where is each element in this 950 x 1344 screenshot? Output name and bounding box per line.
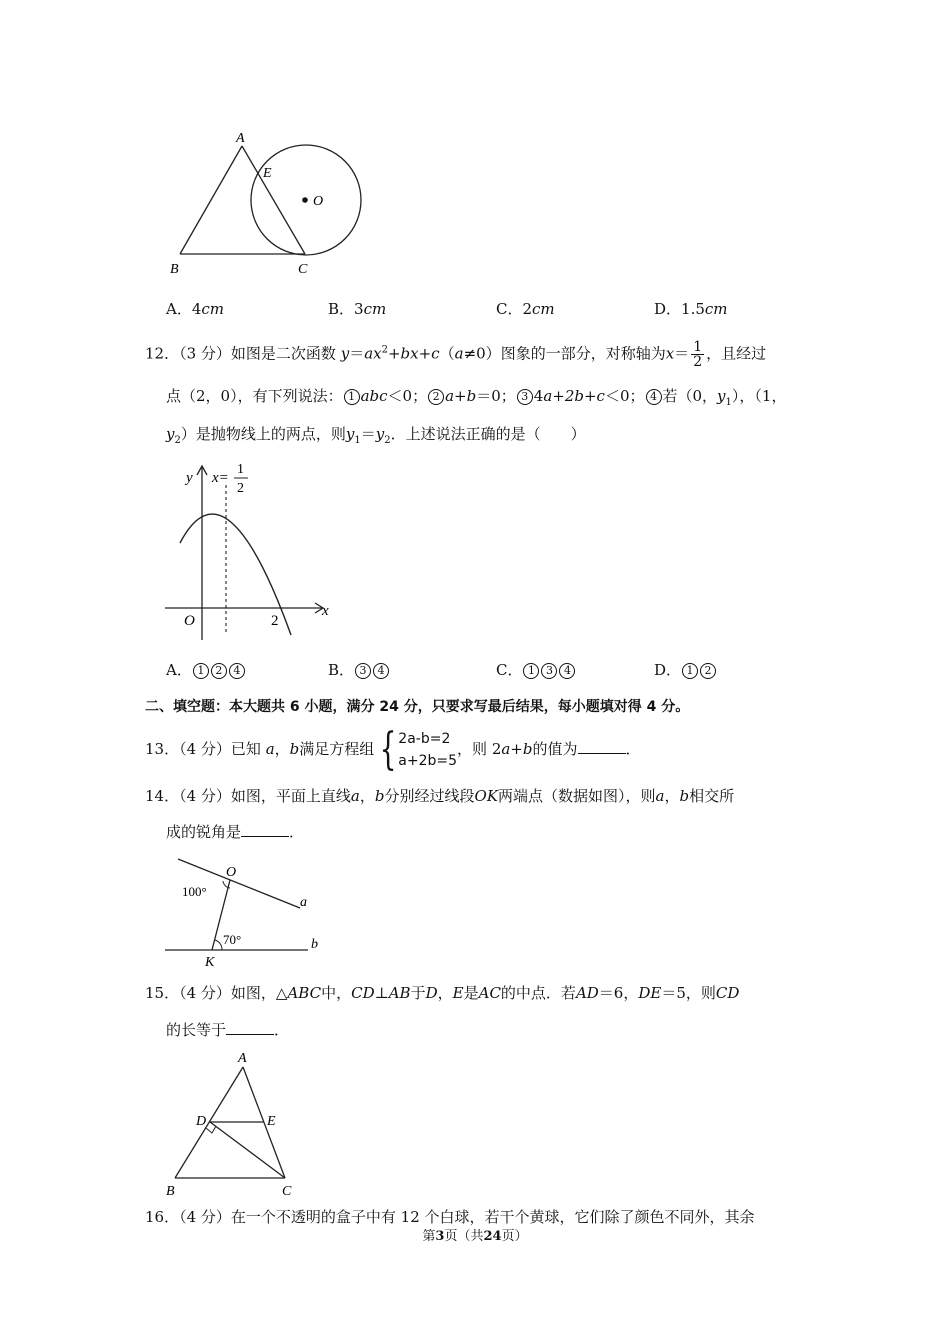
q15-label-a: A: [238, 1051, 247, 1066]
q12-label-y: y: [186, 470, 193, 486]
q13-equation-system: { 2a-b=2 a+2b=5: [379, 724, 458, 775]
q15-line2: 的长等于 ．: [166, 1021, 290, 1039]
page-number: 3: [435, 1229, 445, 1244]
q11-option-d[interactable]: D．1.5cm: [654, 300, 728, 318]
q12-label-x: x: [322, 603, 329, 619]
q12-label-o: O: [184, 613, 195, 629]
q15-right-angle-mark: [206, 1126, 216, 1133]
q11-option-c[interactable]: C．2cm: [496, 300, 555, 318]
q12-label-xeq: x=: [212, 470, 229, 486]
q15-line1: 15．（4 分）如图，△ABC中，CD⊥AB于D，E是AC的中点．若AD＝6，DE＝5，则CD: [145, 984, 740, 1002]
q14-figure: [160, 852, 335, 970]
q12-frac-half: $\frac{1}{2}$: [693, 339, 703, 370]
q14-line2: 成的锐角是 ．: [166, 823, 305, 841]
q14-label-o: O: [226, 865, 237, 880]
q11-label-o: O: [313, 194, 324, 209]
q12-option-b[interactable]: B． 3 4: [328, 660, 390, 680]
q11-option-b[interactable]: B．3cm: [328, 300, 387, 318]
q12-figure: [160, 455, 340, 645]
q15-label-e: E: [267, 1114, 276, 1129]
q12-line1: 12．（3 分）如图是二次函数 $y=ax^2+bx+c(a\ne 0)$图象的一部分，对称轴为x＝ $\frac{1}{2}$ ，且经过: [145, 339, 767, 370]
q14-label-k: K: [205, 955, 215, 970]
q11-label-c: C: [298, 262, 308, 277]
q11-option-a[interactable]: A．4cm: [166, 300, 225, 318]
q14-label-b: b: [311, 937, 318, 952]
q15-figure: [160, 1045, 310, 1200]
q11-center-dot: [302, 197, 308, 203]
page-total: 24: [483, 1229, 502, 1244]
q14-label-a: a: [300, 895, 307, 910]
q12-label-2: 2: [271, 613, 279, 629]
q14-angle-arc-k: [215, 940, 222, 950]
q11-label-e: E: [263, 166, 272, 181]
page-footer: 第3页（共24页）: [422, 1229, 528, 1244]
q12-option-d[interactable]: D． 1 2: [654, 660, 717, 680]
q14-label-angle1: 100°: [182, 884, 207, 899]
q12-option-c[interactable]: C． 1 3 4: [496, 660, 576, 680]
q14-label-angle2: 70°: [223, 932, 242, 947]
q13-line: 13．（4 分）已知 a，b满足方程组 { 2a-b=2 a+2b=5 ，则 2a+b的值为 ．: [145, 724, 641, 775]
q12-line2: 点（2，0），有下列说法： 1 abc＜0； 2 a+b＝0； 3 4a+2b+c＜0； 4 若（0，$y_1$），（1，: [166, 387, 787, 408]
q13-answer-blank[interactable]: [578, 739, 626, 754]
q15-label-b: B: [166, 1184, 175, 1199]
q14-line1: 14．（4 分）如图，平面上直线a，b分别经过线段OK两端点（数据如图），则a，b相交所: [145, 787, 735, 805]
q14-answer-blank[interactable]: [241, 822, 289, 837]
q12-label-fnum: 1: [237, 462, 244, 477]
q11-label-a: A: [236, 131, 245, 146]
q12-line3: $y_2$）是抛物线上的两点，则$y_1=y_2$．上述说法正确的是（ ）: [166, 425, 586, 446]
q11-label-b: B: [170, 262, 179, 277]
section2-title: 二、填空题：本大题共 6 小题，满分 24 分，只要求写最后结果，每小题填对得 4 分。: [145, 699, 690, 715]
q13-eq1: 2a-b=2: [398, 731, 451, 747]
q12-option-a[interactable]: A． 1 2 4: [166, 660, 246, 680]
q12-label-fden: 2: [237, 481, 244, 496]
q11-figure: [160, 125, 370, 285]
q15-label-c: C: [282, 1184, 292, 1199]
q15-label-d: D: [196, 1114, 207, 1129]
q13-eq2: a+2b=5: [398, 753, 458, 769]
q11-segment-ab: [180, 146, 242, 254]
q15-answer-blank[interactable]: [226, 1020, 274, 1035]
q16-line1: 16．（4 分）在一个不透明的盒子中有 12 个白球，若干个黄球，它们除了颜色不同外，其余: [145, 1208, 755, 1226]
